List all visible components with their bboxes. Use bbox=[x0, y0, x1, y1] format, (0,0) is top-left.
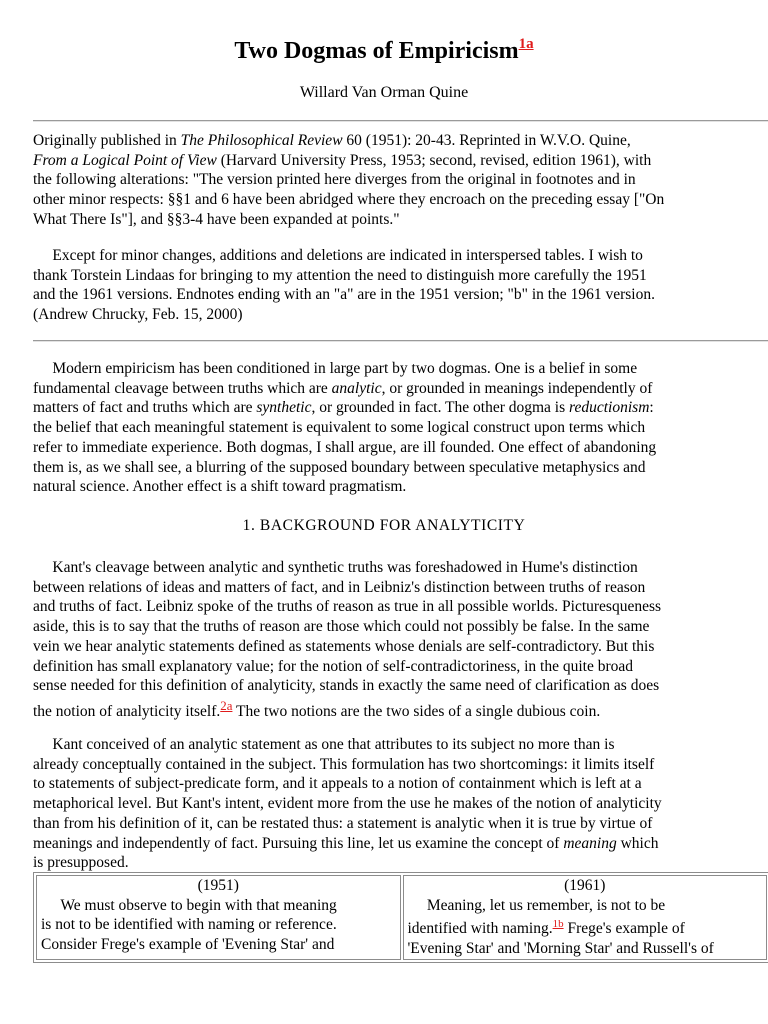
introduction-paragraph bbox=[33, 359, 740, 497]
text-line: matters of fact and truths which are synthetic, or grounded in fact. The other dogma is reductionism: bbox=[33, 399, 654, 417]
text-line: and truths of fact. Leibniz spoke of the truths of reason as true in all possible worlds. Picturesqueness bbox=[33, 598, 662, 616]
text-line: 'Evening Star' and 'Morning Star' and Russell's of bbox=[407, 940, 714, 958]
document-title bbox=[0, 36, 768, 65]
text-line: them is, as we shall see, a blurring of the supposed boundary between speculative metaphysics and bbox=[33, 458, 646, 476]
version-1951-cell bbox=[36, 875, 401, 960]
text-line: Originally published in The Philosophical Review 60 (1951): 20-43. Reprinted in W.V.O. Quine, bbox=[33, 132, 631, 149]
text-line: From a Logical Point of View (Harvard University Press, 1953; second, revised, edition 1961), with bbox=[33, 151, 652, 169]
version-comparison-table bbox=[33, 872, 768, 963]
footnote-link-2a[interactable]: 2a bbox=[220, 697, 233, 713]
text-line: natural science. Another effect is a shift toward pragmatism. bbox=[33, 478, 407, 496]
text-line: the following alterations: "The version printed here diverges from the original in footnotes and in bbox=[33, 171, 636, 189]
text-line: the belief that each meaningful statement is equivalent to some logical construct upon terms which bbox=[33, 419, 646, 437]
text-line: other minor respects: §§1 and 6 have been abridged where they encroach on the preceding essay ["On bbox=[33, 191, 665, 209]
section-heading: 1. BACKGROUND FOR ANALYTICITY bbox=[242, 517, 526, 534]
text-line: Modern empiricism has been conditioned in large part by two dogmas. One is a belief in some bbox=[33, 360, 638, 377]
section-paragraph-2 bbox=[33, 735, 740, 873]
title-text: Two Dogmas of Empiricism bbox=[234, 38, 519, 64]
table-row bbox=[36, 875, 767, 960]
text-line: to statements of subject-predicate form, and it appeals to a notion of containment which is left at a bbox=[33, 775, 642, 793]
text-line: Kant conceived of an analytic statement as one that attributes to its subject no more than is bbox=[33, 736, 615, 753]
section-paragraph-1 bbox=[33, 558, 740, 722]
title-footnote-link[interactable]: 1a bbox=[518, 36, 534, 52]
text-line: fundamental cleavage between truths which are analytic, or grounded in meanings independently of bbox=[33, 379, 653, 397]
text-line: thank Torstein Lindaas for bringing to my attention the need to distinguish more carefully the 1951 bbox=[33, 266, 647, 284]
text-line: Except for minor changes, additions and deletions are indicated in interspersed tables. I wish to bbox=[33, 247, 643, 264]
text-line: than from his definition of it, can be restated thus: a statement is analytic when it is true by virtue of bbox=[33, 814, 653, 832]
text-line: between relations of ideas and matters of fact, and in Leibniz's distinction between truths of reason bbox=[33, 578, 646, 596]
column-header-1951: (1951) bbox=[197, 877, 239, 894]
text-line: vein we hear analytic statements defined as statements whose denials are self-contradictory. But this bbox=[33, 637, 655, 655]
text-line: identified with naming.$^{1b}$ Frege's example of bbox=[407, 918, 685, 938]
divider-middle bbox=[33, 340, 768, 342]
text-line: Consider Frege's example of 'Evening Star' and bbox=[41, 936, 335, 954]
column-header-1961: (1961) bbox=[564, 877, 606, 894]
text-line: is presupposed. bbox=[33, 854, 129, 872]
text-line: definition has small explanatory value; for the notion of self-contradictoriness, in the quite broad bbox=[33, 657, 634, 675]
version-1961-cell bbox=[403, 875, 768, 960]
text-line: already conceptually contained in the subject. This formulation has two shortcomings: it limits itself bbox=[33, 755, 655, 773]
text-line: We must observe to begin with that meaning bbox=[41, 896, 337, 914]
text-line: refer to immediate experience. Both dogmas, I shall argue, are ill founded. One effect of abandoning bbox=[33, 438, 657, 456]
text-line: Kant's cleavage between analytic and synthetic truths was foreshadowed in Hume's distinction bbox=[33, 559, 638, 576]
text-line: (Andrew Chrucky, Feb. 15, 2000) bbox=[33, 306, 243, 324]
text-line: is not to be identified with naming or reference. bbox=[41, 916, 337, 934]
text-line: metaphorical level. But Kant's intent, evident more from the use he makes of the notion of analyticity bbox=[33, 795, 662, 813]
footnote-link-1b[interactable]: 1b bbox=[552, 918, 564, 931]
divider-top bbox=[33, 120, 768, 122]
text-line: sense needed for this definition of analyticity, stands in exactly the same need of clarification as does bbox=[33, 677, 660, 695]
text-line: aside, this is to say that the truths of reason are those which could not possibly be false. In the same bbox=[33, 618, 650, 636]
text-line: and the 1961 versions. Endnotes ending with an "a" are in the 1951 version; "b" in the 1961 version. bbox=[33, 286, 655, 304]
text-line: the notion of analyticity itself.$^{2a}$ The two notions are the two sides of a single dubious coin. bbox=[33, 697, 601, 721]
publication-note bbox=[33, 131, 740, 230]
author-name: Willard Van Orman Quine bbox=[299, 84, 469, 101]
text-line: meanings and independently of fact. Pursuing this line, let us examine the concept of meaning which bbox=[33, 834, 659, 852]
text-line: Meaning, let us remember, is not to be bbox=[407, 896, 666, 914]
text-line: What There Is"], and §§3-4 have been expanded at points." bbox=[33, 210, 400, 228]
editor-note bbox=[33, 246, 740, 325]
